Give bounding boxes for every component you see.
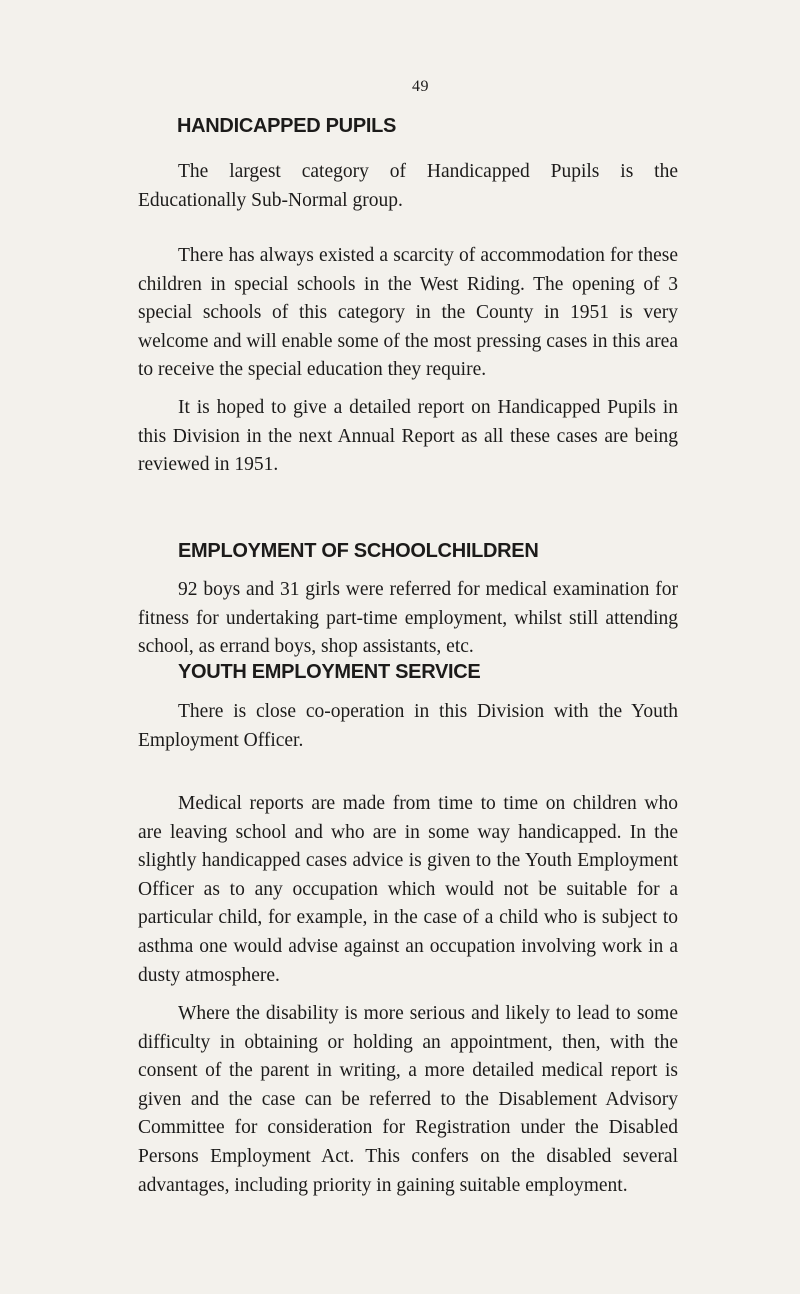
paragraph-youth-2: Medical reports are made from time to time on children who are leaving school and who are in some way handicapped. In the slightly handicapped cases advice is given to the Youth Employment Officer as to any occupation which would not be suitable for a particular child, for example, in the case of a child who is subject to asthma one would advise against an occupation involving work in a dusty atmosphere. bbox=[138, 793, 678, 986]
paragraph-youth-1: There is close co-operation in this Division with the Youth Employment Officer. bbox=[138, 701, 678, 751]
heading-handicapped-pupils: HANDICAPPED PUPILS bbox=[177, 115, 397, 137]
paragraph-handicapped-1: The largest category of Handicapped Pupils is the Educationally Sub-Normal group. bbox=[138, 161, 678, 211]
page-number: 49 bbox=[412, 78, 429, 95]
paragraph-handicapped-3: It is hoped to give a detailed report on Handicapped Pupils in this Division in the next Annual Report as all these cases are being reviewed in 1951. bbox=[138, 397, 678, 476]
paragraph-handicapped-2: There has always existed a scarcity of accommodation for these children in special schools in the West Riding. The opening of 3 special schools of this category in the County in 1951 is very welcome and will enable some of the most pressing cases in this area to receive the special education they require. bbox=[138, 245, 678, 381]
heading-youth-employment-service: YOUTH EMPLOYMENT SERVICE bbox=[178, 661, 481, 683]
paragraph-employment-1: 92 boys and 31 girls were referred for medical examination for fitness for undertaking part-time employment, whilst still attending school, as errand boys, shop assistants, etc. bbox=[138, 579, 678, 658]
paragraph-youth-3: Where the disability is more serious and likely to lead to some difficulty in obtaining or holding an appointment, then, with the consent of the parent in writing, a more detailed medical report is given and the case can be referred to the Disablement Advisory Committee for consideration for Registration under the Disabled Persons Employment Act. This confers on the disabled several advantages, including priority in gaining suitable employment. bbox=[138, 1003, 678, 1196]
heading-employment-of-schoolchildren: EMPLOYMENT OF SCHOOLCHILDREN bbox=[178, 540, 539, 562]
